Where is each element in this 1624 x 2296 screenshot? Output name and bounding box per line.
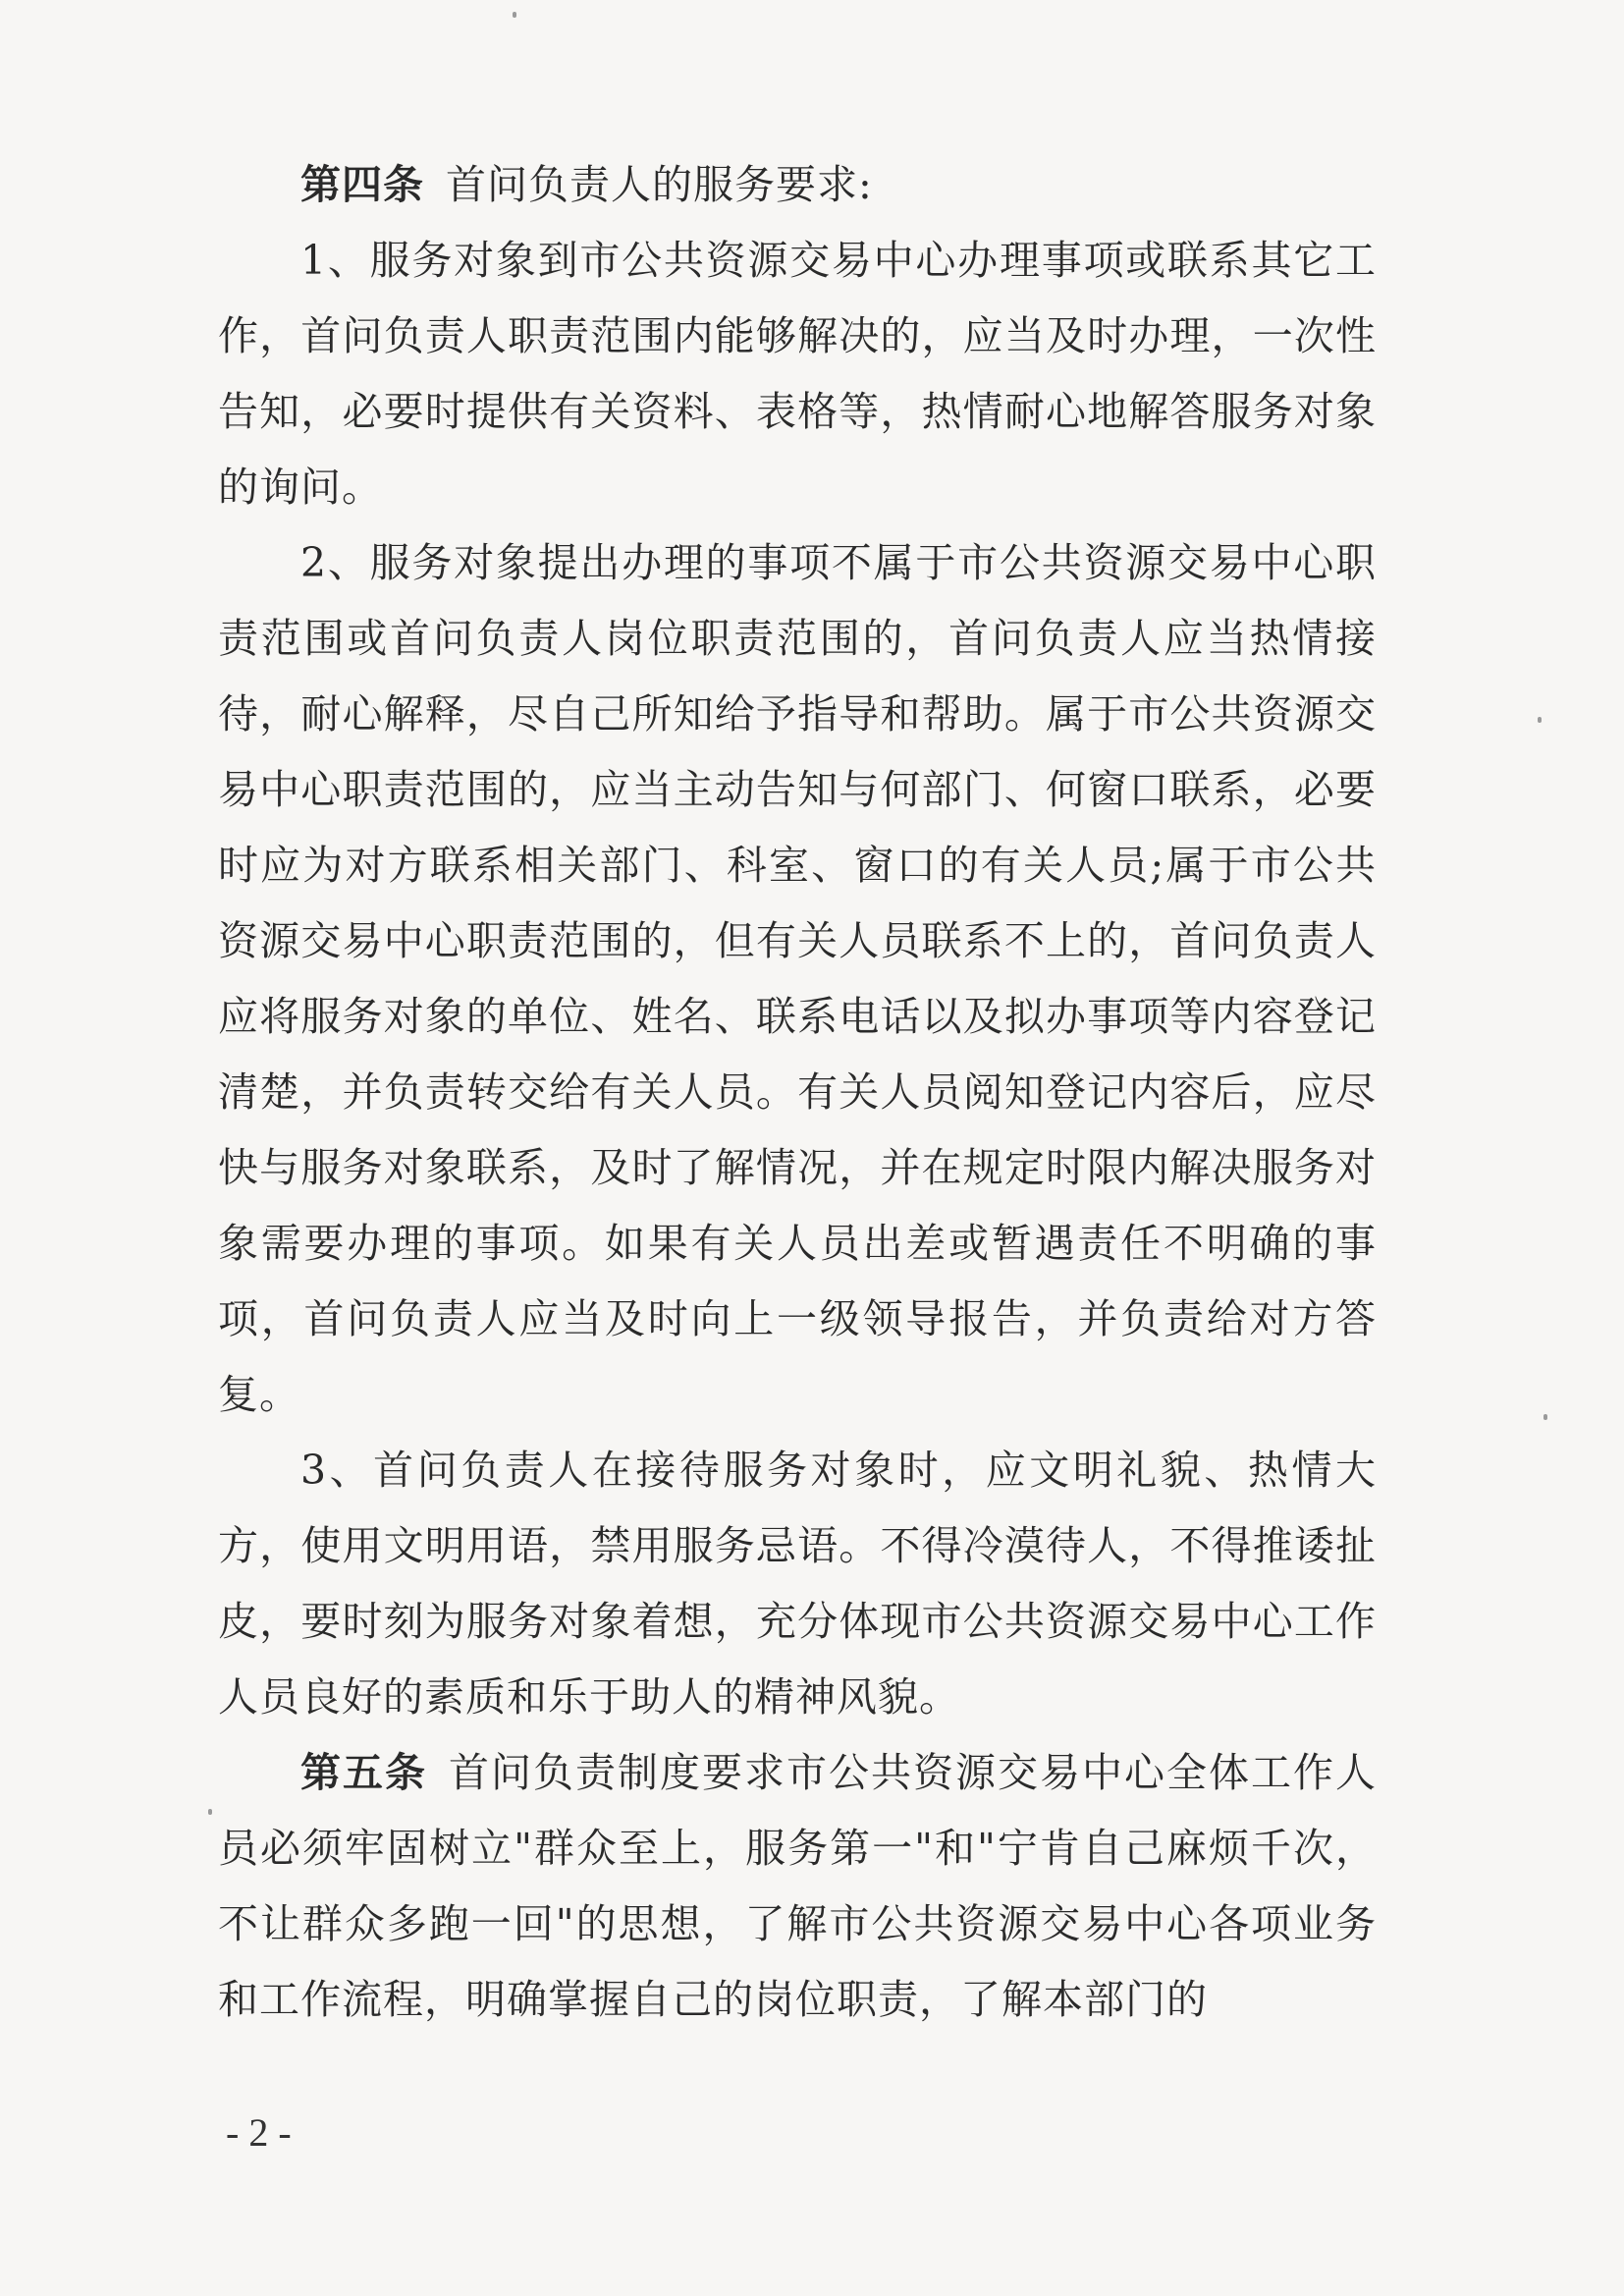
article-five-heading: 第五条 (300, 1749, 427, 1796)
article-four-title: 首问负责人的服务要求: (446, 161, 873, 208)
scan-speck (208, 1809, 212, 1815)
article-four-item-1: 1、服务对象到市公共资源交易中心办理事项或联系其它工作，首问负责人职责范围内能够解决的，应当及时办理，一次性告知，必要时提供有关资料、表格等，热情耐心地解答服务对象的询问。 (218, 237, 1377, 511)
page-number: - 2 - (226, 2110, 292, 2155)
document-body (218, 147, 1377, 2038)
article-five-paragraph (218, 1735, 1377, 2038)
scan-speck (513, 12, 516, 18)
scan-speck (1538, 717, 1542, 723)
article-five-text: 首问负责制度要求市公共资源交易中心全体工作人员必须牢固树立"群众至上，服务第一"和"宁肯自己麻烦千次，不让群众多跑一回"的思想，了解市公共资源交易中心各项业务和工作流程，明确掌握自己的岗位职责，了解本部门的 (218, 1749, 1377, 2023)
article-four-heading: 第四条 (300, 161, 424, 208)
article-four-item-3: 3、首问负责人在接待服务对象时，应文明礼貌、热情大方，使用文明用语，禁用服务忌语。不得冷漠待人，不得推诿扯皮，要时刻为服务对象着想，充分体现市公共资源交易中心工作人员良好的素质和乐于助人的精神风貌。 (218, 1447, 1377, 1721)
scan-speck (1543, 1414, 1547, 1420)
article-four-title-paragraph (218, 147, 1377, 223)
article-four-item-2: 2、服务对象提出办理的事项不属于市公共资源交易中心职责范围或首问负责人岗位职责范围的，首问负责人应当热情接待，耐心解释，尽自己所知给予指导和帮助。属于市公共资源交易中心职责范围的，应当主动告知与何部门、何窗口联系，必要时应为对方联系相关部门、科室、窗口的有关人员;属于市公共资源交易中心职责范围的，但有关人员联系不上的，首问负责人应将服务对象的单位、姓名、联系电话以及拟办事项等内容登记清楚，并负责转交给有关人员。有关人员阅知登记内容后，应尽快与服务对象联系，及时了解情况，并在规定时限内解决服务对象需要办理的事项。如果有关人员出差或暂遇责任不明确的事项，首问负责人应当及时向上一级领导报告，并负责给对方答复。 (218, 539, 1377, 1418)
